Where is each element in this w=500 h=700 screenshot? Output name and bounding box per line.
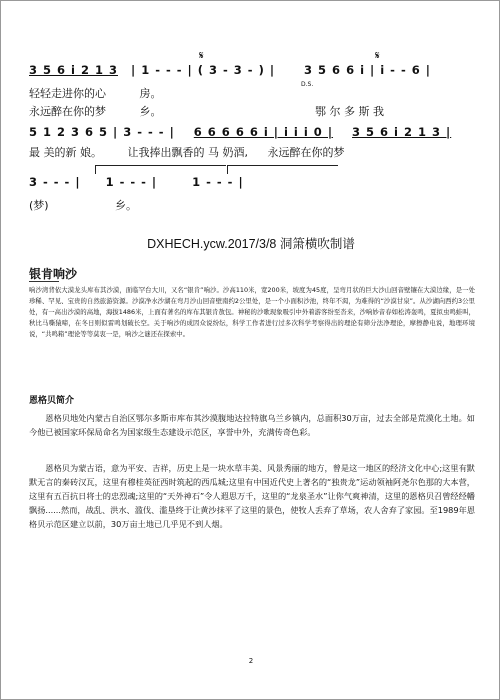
note-group-4: 5 1 2 3 6 5 | 3 - - - | <box>29 125 175 139</box>
note-group-5: 6 6 6 6 6 i | i i i 0 | <box>193 125 334 139</box>
note-group-1: 3 5 6 i 2 1 3 <box>29 63 118 77</box>
lyrics-text: 乡。 <box>115 199 137 212</box>
note-group-9: 1 - - - | <box>192 175 244 189</box>
lyrics-text: 让我捧出飘香的 马 奶酒, <box>127 146 248 159</box>
lyrics-text: (梦) <box>29 199 49 212</box>
heading-underline <box>29 281 59 282</box>
lyrics-text: 永远醉在你的梦 <box>267 146 345 159</box>
score-row-3 <box>29 175 483 189</box>
ds-marker: D.S. <box>301 81 314 88</box>
lyrics-text: 最 美的新 娘。 <box>29 146 102 159</box>
lyrics-line-2 <box>29 144 483 160</box>
lyrics-line-1a <box>29 85 483 101</box>
section-paragraph: 恩格贝地处内蒙古自治区鄂尔多斯市库布其沙漠腹地达拉特旗乌兰乡镇内，总面积30万亩，过去全部是荒漠化土地。如今他已被国家环保局命名为国家级生态建设示范区，享誉中外，充满传奇色彩。 <box>29 413 475 437</box>
score-credit: DXHECH.ycw.2017/3/8 洞箫横吹制谱 <box>147 237 355 251</box>
segno-icon: 𝄋 <box>199 49 204 62</box>
note-group-7: 3 - - - | <box>29 175 81 189</box>
score-row-2 <box>29 125 483 139</box>
section-body: 响沙湾背依大漠龙头库布其沙漠，面临罕台大川，又名“银肯”响沙。沙高110米，宽200米，坡度为45度，呈弯月状的巨大沙山回音壁镶在大漠边缘，是一处珍稀、罕见、宝贵的自然旅游资源。沙漠净水沙湖在弯月沙山回音壁南约2公里处，是一个小面积沙池，终年不渴，为难得的“沙漠甘泉”。从沙湖向西约3公里处，有一高出沙漠的高地，海拔1486米，上面有著名的库布其银肯敖包。神秘的沙歌现象吸引中外着游客纷至沓来，沙响妙音春如松涛轰鸣，夏拟虫鸣蛙叫，秋比马嘶猿啼，在冬日则似雷鸣划破长空。关于响沙的成因众说纷纭，科学工作者进行过多次科学考察得出的理论有筛分法净理论，摩擦静电说，地理环境说，“共鸣箱”理论等等莫衷一是，响沙之谜还在探索中。 <box>29 286 475 338</box>
lyrics-text: 鄂 尔 多 斯 我 <box>315 105 384 118</box>
lyrics-line-1b <box>29 103 483 119</box>
lyrics-text: 乡。 <box>139 105 162 118</box>
note-group-8: 1 - - - | <box>105 175 158 189</box>
lyrics-text: 永远醉在你的梦 <box>29 105 106 118</box>
section-heading: 银肯响沙 <box>29 267 78 281</box>
section-heading: 恩格贝简介 <box>29 396 75 406</box>
note-group-6: 3 5 6 i 2 1 3 | <box>352 125 452 139</box>
lyrics-text: 轻轻走进你的心 <box>29 87 106 100</box>
segno-icon: 𝄋 <box>375 49 380 62</box>
lyrics-line-3 <box>29 197 483 213</box>
note-group-3: 3 5 6 6 i | i - - 6 | <box>304 63 431 77</box>
section-paragraph: 恩格贝为蒙古语，意为平安、吉祥，历史上是一块水草丰美、风景秀丽的地方，曾是这一地区的经济文化中心;这里有默默无言的秦砖汉瓦，这里有穆桂英征西时筑起的西瓜城;这里有中国近代史上著名的“独贵龙”运动领袖阿尧尔色那的大本营，这里有五百抗日将士的忠烈魂;这里的“天外神石”令人遐思万千，这里的“龙泉圣水”让你气爽神清，这里的恩格贝召曾经经幡飘扬......然而，战乱、洪水、滥伐、滥垦终于让黄沙抹平了这里的景色，使牧人丢弃了草场，农人舍弃了家园。至1989年恩格贝示范区建立以前，30万亩土地已几乎见不到人烟。 <box>29 463 475 529</box>
score-row-1 <box>29 63 483 77</box>
lyrics-text: 房。 <box>139 87 162 100</box>
first-ending-bracket <box>95 165 226 174</box>
note-group-2: | 1 - - - | ( 3 - 3 - ) | <box>131 63 276 77</box>
page-number: 2 <box>248 657 254 665</box>
second-ending-bracket <box>227 165 338 174</box>
